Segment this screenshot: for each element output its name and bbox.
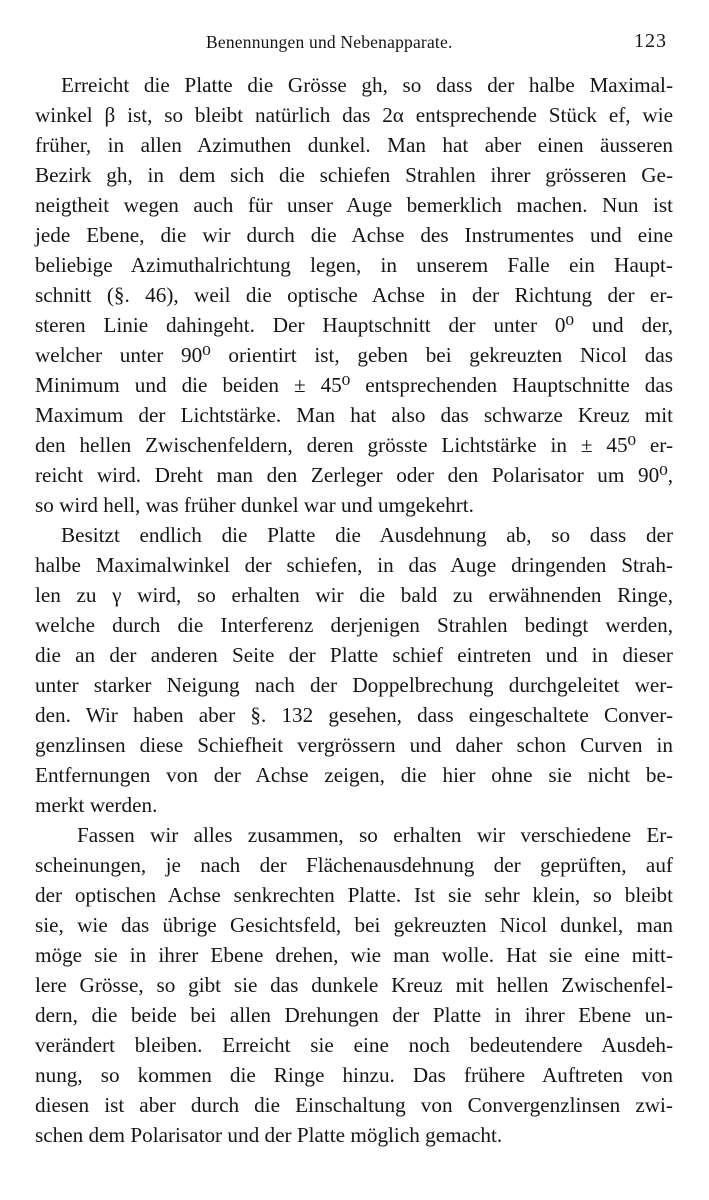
text-line: welcher unter 90⁰ orientirt ist, geben bei gekreuzten Nicol das <box>35 343 673 367</box>
text-line: sie, wie das übrige Gesichtsfeld, bei gekreuzten Nicol dunkel, man <box>35 913 673 937</box>
text-line: beliebige Azimuthalrichtung legen, in unserem Falle ein Haupt- <box>35 253 673 277</box>
text-line: winkel β ist, so bleibt natürlich das 2α entsprechende Stück ef, wie <box>35 103 673 127</box>
header-title: Benennungen und Nebenapparate. <box>206 32 453 52</box>
text-line: len zu γ wird, so erhalten wir die bald zu erwähnenden Ringe, <box>35 583 673 607</box>
text-line: scheinungen, je nach der Flächenausdehnung der geprüften, auf <box>35 853 673 877</box>
text-line: neigtheit wegen auch für unser Auge bemerklich machen. Nun ist <box>35 193 673 217</box>
text-line: den. Wir haben aber §. 132 gesehen, dass eingeschaltete Conver- <box>35 703 673 727</box>
text-line: reicht wird. Dreht man den Zerleger oder den Polarisator um 90⁰, <box>35 463 673 487</box>
text-line: so wird hell, was früher dunkel war und umgekehrt. <box>35 493 474 517</box>
text-line: Entfernungen von der Achse zeigen, die hier ohne sie nicht be- <box>35 763 673 787</box>
body-text <box>35 70 673 1150</box>
text-line: den hellen Zwischenfeldern, deren grösste Lichtstärke in ± 45⁰ er- <box>35 433 673 457</box>
text-line: dern, die beide bei allen Drehungen der Platte in ihrer Ebene un- <box>35 1003 673 1027</box>
text-line: Besitzt endlich die Platte die Ausdehnung ab, so dass der <box>61 523 673 547</box>
text-line: unter starker Neigung nach der Doppelbrechung durchgeleitet wer- <box>35 673 673 697</box>
text-line: schen dem Polarisator und der Platte möglich gemacht. <box>35 1123 503 1147</box>
text-line: genzlinsen diese Schiefheit vergrössern und daher schon Curven in <box>35 733 673 757</box>
text-line: schnitt (§. 46), weil die optische Achse in der Richtung der er- <box>35 283 673 307</box>
text-line: jede Ebene, die wir durch die Achse des Instrumentes und eine <box>35 223 673 247</box>
text-line: welche durch die Interferenz derjenigen Strahlen bedingt werden, <box>35 613 673 637</box>
text-line: Erreicht die Platte die Grösse gh, so dass der halbe Maximal- <box>61 73 673 97</box>
text-line: nung, so kommen die Ringe hinzu. Das frühere Auftreten von <box>35 1063 673 1087</box>
text-line: die an der anderen Seite der Platte schief eintreten und in dieser <box>35 643 673 667</box>
text-line: Maximum der Lichtstärke. Man hat also das schwarze Kreuz mit <box>35 403 673 427</box>
text-line: Fassen wir alles zusammen, so erhalten wir verschiedene Er- <box>77 823 673 847</box>
text-line: steren Linie dahingeht. Der Hauptschnitt der unter 0⁰ und der, <box>35 313 673 337</box>
text-line: diesen ist aber durch die Einschaltung von Convergenzlinsen zwi- <box>35 1093 673 1117</box>
running-header <box>0 30 709 60</box>
text-line: lere Grösse, so gibt sie das dunkele Kreuz mit hellen Zwischenfel- <box>35 973 673 997</box>
text-line: Minimum und die beiden ± 45⁰ entsprechenden Hauptschnitte das <box>35 373 673 397</box>
text-line: möge sie in ihrer Ebene drehen, wie man wolle. Hat sie eine mitt- <box>35 943 673 967</box>
text-line: merkt werden. <box>35 793 158 817</box>
text-line: halbe Maximalwinkel der schiefen, in das Auge dringenden Strah- <box>35 553 673 577</box>
page-number: 123 <box>634 30 667 52</box>
text-line: der optischen Achse senkrechten Platte. Ist sie sehr klein, so bleibt <box>35 883 673 907</box>
text-line: verändert bleiben. Erreicht sie eine noch bedeutendere Ausdeh- <box>35 1033 673 1057</box>
text-line: Bezirk gh, in dem sich die schiefen Strahlen ihrer grösseren Ge- <box>35 163 673 187</box>
text-line: früher, in allen Azimuthen dunkel. Man hat aber einen äusseren <box>35 133 673 157</box>
